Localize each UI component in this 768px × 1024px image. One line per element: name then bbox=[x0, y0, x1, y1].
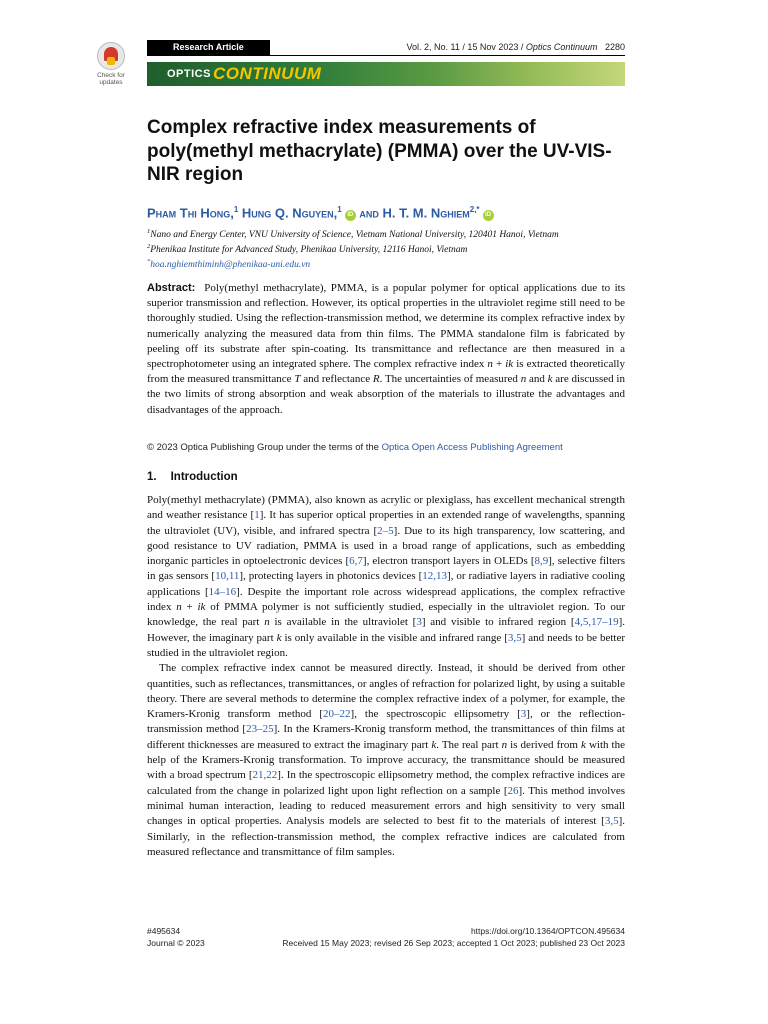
volume-info bbox=[407, 40, 626, 55]
check-for-updates-badge[interactable] bbox=[93, 42, 129, 92]
citation-link[interactable]: 1 bbox=[254, 509, 260, 522]
author-name[interactable]: Hung Q. Nguyen, bbox=[241, 205, 338, 221]
article-id: #495634 bbox=[147, 926, 181, 936]
abstract-text: Poly(methyl methacrylate), PMMA, is a popular polymer for optical applications due to its superior transmission and reflection. However, its optical properties in the ultraviolet regime still need to be thoroughly studied. Using the reflection-transmission method, we determine its complex refractive index by numerically analyzing the measured data from thin films. The PMMA standalone film is fabricated by peeling off its substrate after spin-coating. Its transmittance and reflectance are then measured in a spectrophotometer using an integrated sphere. The complex refractive index n + ik is extracted theoretically from the measured transmittance T and reflectance R. The uncertainties of measured n and k are discussed in the two limits of strong absorption and weak absorption of the materials to illustrate the advantages and disadvantages of the approach. bbox=[147, 282, 626, 416]
badge-text-line2: updates bbox=[99, 79, 123, 86]
orcid-icon[interactable]: iD bbox=[483, 210, 494, 221]
journal-banner bbox=[147, 62, 625, 86]
check-for-updates-icon bbox=[97, 42, 125, 70]
citation-link[interactable]: 6,7 bbox=[349, 555, 363, 568]
header-rule bbox=[147, 55, 625, 56]
citation-link[interactable]: 8,9 bbox=[534, 555, 549, 568]
citation-link[interactable]: 12,13 bbox=[422, 570, 448, 583]
citation-link[interactable]: 3 bbox=[520, 708, 527, 721]
intro-paragraph-1: Poly(methyl methacrylate) (PMMA), also known as acrylic or plexiglass, has excellent mechanical strength and weather resistance [1]. It has superior optical properties in an extended range of wavelengths, spanning the ultraviolet (UV), visible, and infrared spectra [2–5]. Due to its high transparency, low scattering, and good resistance to UV radiation, PMMA is used in a broad range of applications, such as embedding inorganic particles in optoelectronic devices [6,7], electron transport layers in OLEDs [8,9], selective filters in gas sensors [10,11], protecting layers in photonics devices [12,13], or radiative layers in radiative cooling applications [14–16]. Despite the important role across widespread applications, the complex refractive index n + ik of PMMA polymer is not sufficiently studied, especially in the ultraviolet region. To our knowledge, the real part n is available in the ultraviolet [3] and visible to infrared region [4,5,17–19]. However, the imaginary part k is only available in the visible and infrared range [3,5] and needs to be better studied in the ultraviolet region. bbox=[147, 494, 626, 659]
author-affil-sup: 1 bbox=[337, 205, 342, 214]
citation-link[interactable]: 2–5 bbox=[377, 524, 394, 537]
section-title: Introduction bbox=[170, 471, 238, 483]
citation-link[interactable]: 3,5 bbox=[507, 631, 522, 644]
journal-copyright: Journal © 2023 bbox=[147, 938, 205, 948]
email-link[interactable]: hoa.nghiemthiminh@phenikaa-uni.edu.vn bbox=[150, 260, 311, 271]
author-affil-sup: 2,* bbox=[469, 205, 480, 214]
citation-link[interactable]: 3 bbox=[416, 616, 422, 629]
license-statement: © 2023 Optica Publishing Group under the terms of the Optica Open Access Publishing Agreement bbox=[147, 442, 563, 453]
section-heading bbox=[147, 470, 238, 484]
author-name[interactable]: H. T. M. Nghiem bbox=[382, 205, 470, 221]
article-type-label: Research Article bbox=[147, 40, 270, 55]
author-conjunction: and bbox=[359, 205, 379, 221]
affiliation-2: $^2$Phenikaa Institute for Advanced Study, Phenikaa University, 12116 Hanoi, Vietnam bbox=[147, 243, 468, 256]
badge-text-line1: Check for bbox=[97, 72, 125, 79]
orcid-icon[interactable]: iD bbox=[345, 210, 356, 221]
abstract bbox=[147, 281, 625, 418]
intro-paragraph-2: The complex refractive index cannot be measured directly. Instead, it should be derived from other quantities, such as reflectances, transmittances, or angles of refraction for polarized light, by using a suitable theory. There are several methods to determine the complex refractive index of a polymer, for example, the Kramers-Kronig transform method [20–22], the spectroscopic ellipsometry [3], or the reflection-transmission method [23–25]. In the Kramers-Kronig transform method, the transmittances of thin films at different thicknesses are measured to extract the imaginary part k. The real part n is derived from k with the help of the Kramers-Kronig transformation. To improve accuracy, the transmittance should be measured with a broad spectrum [21,22]. In the spectroscopic ellipsometry method, the complex refractive indices are calculated from the change in polarized light upon light reflection on a sample [26]. This method involves minimal human interaction, leading to reduced measurement errors and high sensitivity to very small changes in optical properties. Analysis models are selected to best fit to the materials of interest [3,5]. Similarly, in the reflection-transmission method, the complex refractive indices are calculated from measured reflectance and transmittance of film samples. bbox=[147, 662, 626, 858]
citation-link[interactable]: 3,5 bbox=[604, 815, 619, 828]
doi-link[interactable]: https://doi.org/10.1364/OPTCON.495634 bbox=[470, 926, 625, 936]
author-list bbox=[147, 201, 625, 222]
citation-link[interactable]: 26 bbox=[507, 784, 519, 797]
license-link[interactable]: Optica Open Access Publishing Agreement bbox=[381, 442, 563, 453]
author-name[interactable]: Pham Thi Hong, bbox=[147, 205, 234, 221]
journal-name: Optics Continuum bbox=[525, 42, 598, 52]
publication-dates: Received 15 May 2023; revised 26 Sep 2023; accepted 1 Oct 2023; published 23 Oct 2023 bbox=[282, 938, 625, 948]
article-title: Complex refractive index measurements of poly(methyl methacrylate) (PMMA) over the UV-VIS-NIR region bbox=[147, 117, 612, 185]
intro-body bbox=[147, 493, 625, 860]
abstract-label: Abstract: bbox=[147, 282, 196, 294]
citation-link[interactable]: 21,22 bbox=[252, 769, 278, 782]
banner-continuum: CONTINUUM bbox=[213, 64, 322, 83]
citation-link[interactable]: 23–25 bbox=[246, 723, 274, 736]
banner-optics: OPTICS bbox=[167, 68, 211, 80]
volume-issue-date: Vol. 2, No. 11 / 15 Nov 2023 / bbox=[406, 42, 526, 52]
citation-link[interactable]: 10,11 bbox=[215, 570, 240, 583]
affiliation-1: $^1$Nano and Energy Center, VNU University of Science, Vietnam National University, 120401 Hanoi, Vietnam bbox=[147, 228, 559, 241]
journal-header bbox=[147, 40, 625, 55]
citation-link[interactable]: 20–22 bbox=[323, 708, 351, 721]
page-number: 2280 bbox=[604, 42, 625, 52]
citation-link[interactable]: 4,5,17–19 bbox=[574, 616, 619, 629]
author-affil-sup: 1 bbox=[233, 205, 239, 214]
section-number: 1. bbox=[147, 471, 157, 483]
affiliations bbox=[147, 226, 625, 271]
corresponding-email: *hoa.nghiemthiminh@phenikaa-uni.edu.vn bbox=[147, 258, 311, 271]
citation-link[interactable]: 14–16 bbox=[208, 585, 237, 598]
